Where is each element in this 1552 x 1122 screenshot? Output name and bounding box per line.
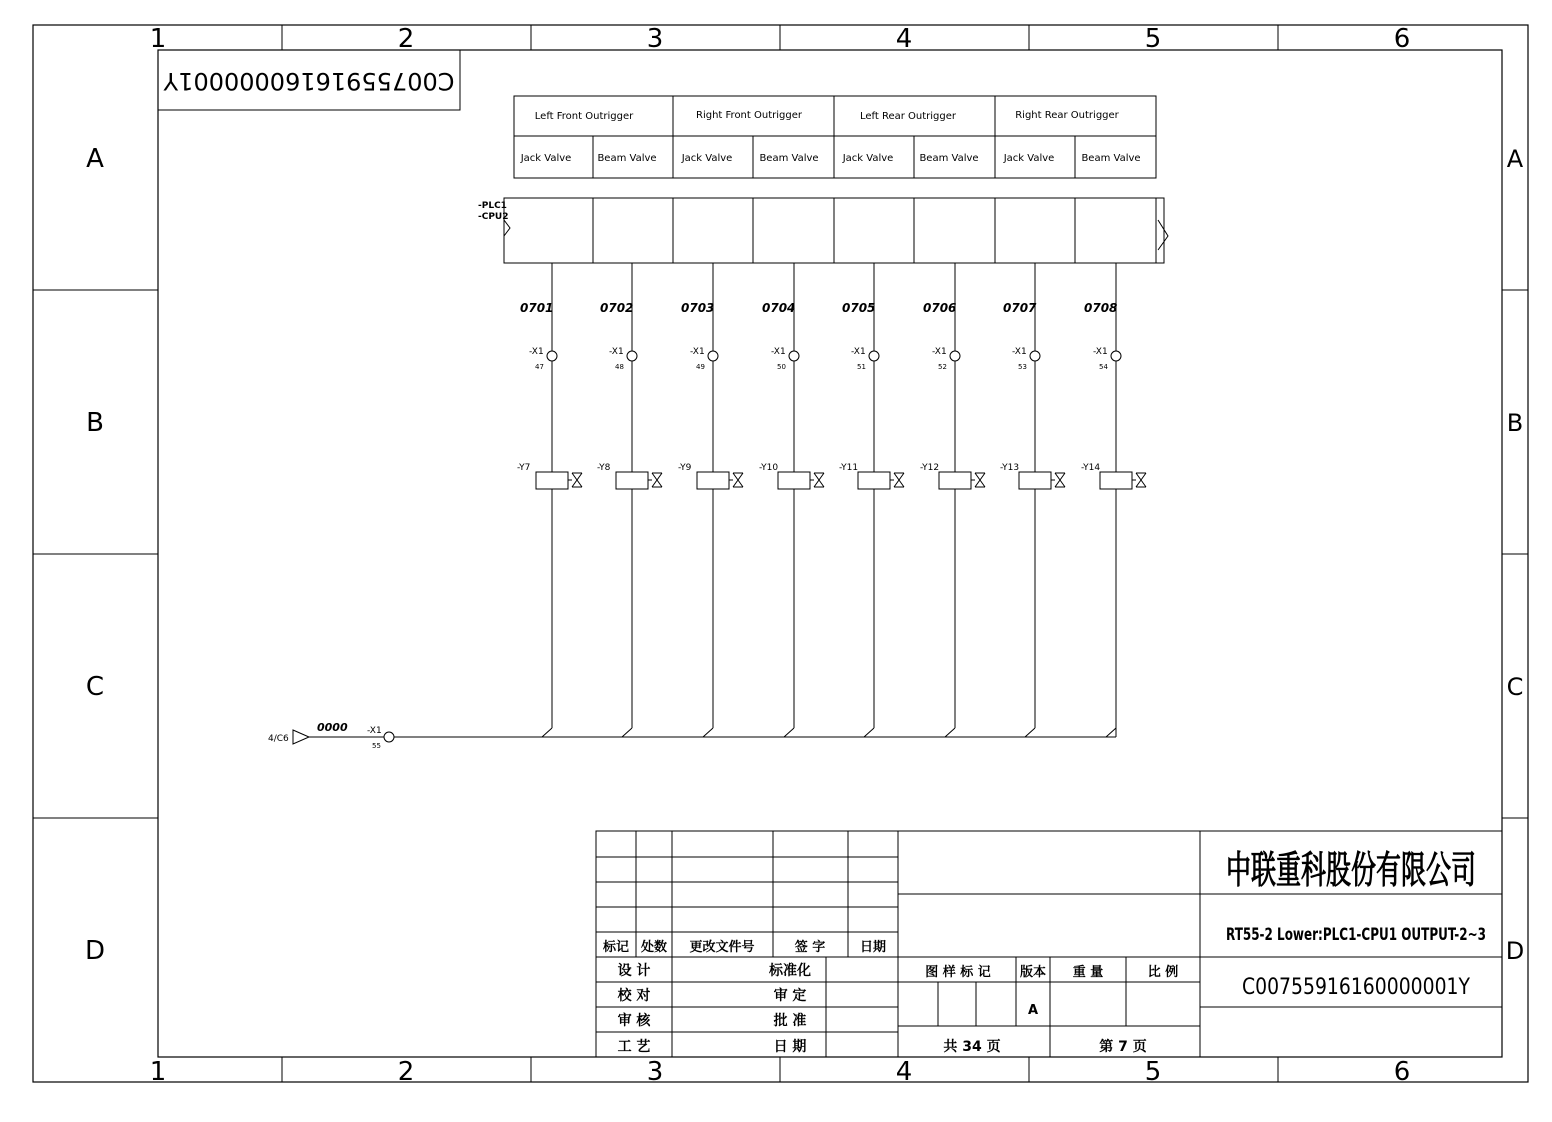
solenoid-coil-icon [697,472,729,489]
role-standard: 标准化 [769,963,811,979]
wire-junction [703,728,713,737]
row-labels-right [1506,145,1524,965]
common-wire: 0000 [317,721,348,734]
coil-label: -Y8 [597,463,611,473]
terminal-icon [1030,351,1040,361]
role-check: 校 对 [617,988,651,1004]
valve-icon [894,473,904,487]
channel-0705 [839,263,904,737]
valve-icon [572,473,582,487]
terminal-label: -X1 [529,347,544,357]
col-label-2: 2 [397,24,415,54]
rev-header-count: 处数 [640,940,668,955]
terminal-label: -X1 [851,347,866,357]
channel-0706 [920,263,985,737]
rev-header-doc: 更改文件号 [689,940,755,955]
group-right-rear: Right Rear Outrigger [1015,110,1119,121]
terminal-label: -X1 [1012,347,1027,357]
wire-number: 0707 [1003,301,1037,315]
wire-junction [784,728,794,737]
terminal-pin: 54 [1099,363,1108,371]
plc-tag [478,201,509,222]
meta-weight: 重 量 [1072,965,1104,980]
col-label-4: 4 [895,24,913,54]
terminal-icon [627,351,637,361]
group-right-front: Right Front Outrigger [696,110,802,121]
role-labels [617,962,811,1055]
drawing-title: RT55-2 Lower:PLC1-CPU1 OUTPUT-2~3 [1226,925,1486,945]
terminal-icon [708,351,718,361]
terminal-pin: 49 [696,363,705,371]
meta-drawing-mark: 图 样 标 记 [925,965,991,980]
coil-label: -Y10 [759,463,779,473]
sub-label-1: Jack Valve [520,153,572,164]
wire-junction [542,728,552,737]
channel-0704 [759,263,824,737]
row-label-c: C [85,672,105,702]
valve-icon [1055,473,1065,487]
common-term: -X1 [367,726,382,736]
row-label-a-right: A [1506,145,1524,173]
wire-number: 0703 [681,301,715,315]
terminal-icon [950,351,960,361]
role-design: 设 计 [617,963,651,979]
channel-0702 [597,263,662,737]
row-label-d-right: D [1505,937,1525,965]
wire-number: 0705 [842,301,876,315]
channel-0707 [1000,263,1065,737]
rev-header-sign: 签 字 [794,940,826,955]
solenoid-coil-icon [1100,472,1132,489]
revision-headers [602,939,886,955]
col-label-1: 1 [149,24,167,54]
col-label-5-bottom: 5 [1144,1057,1162,1087]
wire-junction [1025,728,1035,737]
sub-label-3: Jack Valve [681,153,733,164]
rev-header-mark: 标记 [602,940,630,955]
group-left-rear: Left Rear Outrigger [859,111,957,122]
channel-0703 [678,263,743,737]
page-number: 第 7 页 [1099,1039,1147,1055]
wire-number: 0704 [762,301,796,315]
solenoid-coil-icon [778,472,810,489]
col-label-3-bottom: 3 [646,1057,664,1087]
company-name: 中联重科股份有限公司 [1226,848,1476,892]
valve-icon [1136,473,1146,487]
terminal-label: -X1 [932,347,947,357]
coil-label: -Y12 [920,463,940,473]
meta-scale: 比 例 [1147,965,1179,980]
col-label-6-bottom: 6 [1393,1057,1411,1087]
drawing-number: C00755916160000001Y [1242,975,1471,1000]
solenoid-coil-icon [939,472,971,489]
terminal-icon [547,351,557,361]
header-table [514,96,1156,178]
terminal-icon [1111,351,1121,361]
role-approve-2: 批 准 [773,1013,807,1029]
sub-label-2: Beam Valve [597,153,657,164]
row-label-d: D [84,936,106,966]
role-approve-1: 审 定 [773,988,807,1004]
coil-label: -Y13 [1000,463,1020,473]
version-value: A [1027,1003,1039,1018]
terminal-pin: 52 [938,363,947,371]
rev-header-date: 日期 [859,940,887,955]
stamp-number: C00755916160000001Y [163,67,455,95]
terminal-pin: 50 [777,363,786,371]
col-label-5: 5 [1144,24,1162,54]
valve-icon [814,473,824,487]
column-dividers [282,25,1278,1082]
sub-label-5: Jack Valve [842,153,894,164]
plc-module [504,198,1168,263]
solenoid-coil-icon [1019,472,1051,489]
role-review: 审 核 [617,1013,651,1029]
plc-tag-line-2: -CPU2 [478,212,509,222]
valve-icon [975,473,985,487]
terminal-pin: 53 [1018,363,1027,371]
sub-label-7: Jack Valve [1003,153,1055,164]
meta-headers [925,964,1178,980]
wire-number: 0706 [923,301,957,315]
terminal-icon [789,351,799,361]
inner-frame [158,50,1502,1057]
channel-0701 [517,263,582,737]
coil-label: -Y14 [1081,463,1101,473]
row-label-a: A [86,144,104,174]
terminal-pin: 51 [857,363,866,371]
role-date: 日 期 [773,1039,807,1055]
wire-junction [945,728,955,737]
wire-number: 0701 [520,301,554,315]
total-pages: 共 34 页 [943,1039,1001,1055]
terminal-label: -X1 [771,347,786,357]
coil-label: -Y11 [839,463,859,473]
outer-frame [33,25,1528,1082]
coil-label: -Y7 [517,463,531,473]
wire-junction [1106,728,1116,737]
sub-label-6: Beam Valve [919,153,979,164]
coil-label: -Y9 [678,463,692,473]
wire-junction [864,728,874,737]
sub-label-4: Beam Valve [759,153,819,164]
terminal-label: -X1 [609,347,624,357]
wire-number: 0702 [600,301,634,315]
row-labels-left [85,144,105,966]
group-left-front: Left Front Outrigger [534,111,634,122]
row-label-b: B [86,408,104,438]
terminal-pin: 47 [535,363,544,371]
terminal-label: -X1 [690,347,705,357]
off-page-arrow-icon [293,730,309,744]
row-label-b-right: B [1506,409,1524,437]
common-pin: 55 [372,742,381,750]
col-label-6: 6 [1393,24,1411,54]
valve-icon [652,473,662,487]
common-return [268,721,1116,750]
sub-label-8: Beam Valve [1081,153,1141,164]
valve-icon [733,473,743,487]
solenoid-coil-icon [616,472,648,489]
meta-version: 版本 [1019,965,1047,980]
plc-tag-line-1: -PLC1 [478,201,507,211]
common-terminal-icon [384,732,394,742]
terminal-pin: 48 [615,363,624,371]
col-label-4-bottom: 4 [895,1057,913,1087]
wire-junction [622,728,632,737]
terminal-icon [869,351,879,361]
channel-0708 [1081,263,1146,737]
col-label-2-bottom: 2 [397,1057,415,1087]
solenoid-coil-icon [858,472,890,489]
output-channels [517,263,1146,737]
common-ref: 4/C6 [268,734,289,744]
header-sub-labels [520,153,1141,164]
terminal-label: -X1 [1093,347,1108,357]
header-group-labels [535,110,1120,122]
wire-number: 0708 [1084,301,1118,315]
row-label-c-right: C [1506,673,1524,701]
role-process: 工 艺 [617,1039,651,1055]
col-label-3: 3 [646,24,664,54]
solenoid-coil-icon [536,472,568,489]
col-label-1-bottom: 1 [149,1057,167,1087]
